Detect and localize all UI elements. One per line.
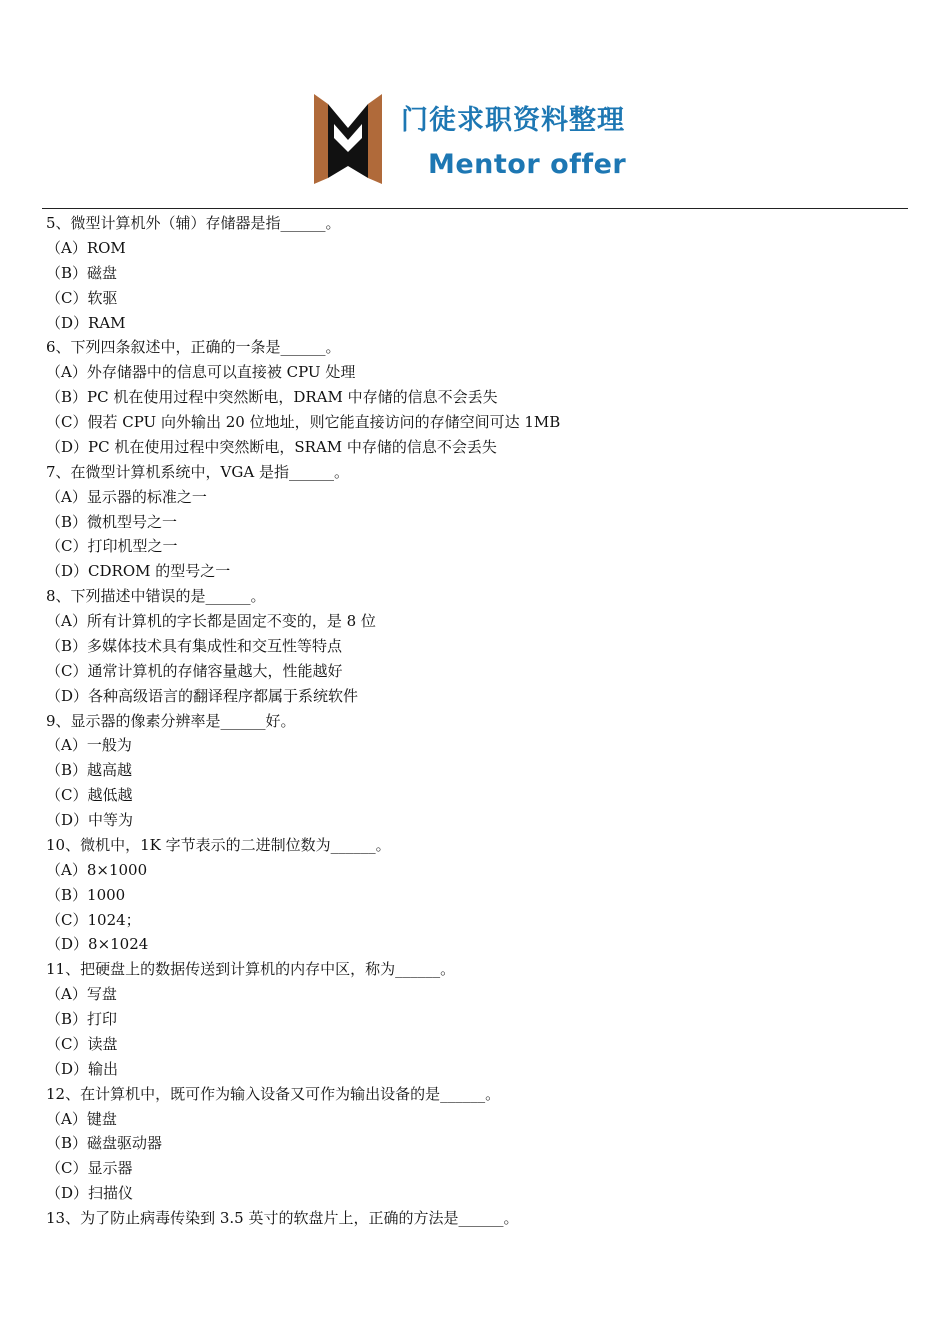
answer-option: （D）扫描仪: [46, 1184, 134, 1203]
answer-option: （B）越高越: [46, 761, 133, 780]
question-list: [46, 211, 906, 1231]
question-text: 10、微机中，1K 字节表示的二进制位数为______。: [46, 835, 391, 854]
answer-option: （D）输出: [46, 1059, 119, 1078]
answer-option: （B）1000: [46, 885, 126, 904]
answer-option: （A）外存储器中的信息可以直接被 CPU 处理: [46, 363, 356, 382]
question-text: 7、在微型计算机系统中，VGA 是指______。: [46, 462, 349, 481]
answer-option: （A）键盘: [46, 1109, 117, 1128]
answer-option: （A）ROM: [46, 238, 126, 257]
question-text: 11、把硬盘上的数据传送到计算机的内存中区，称为______。: [46, 960, 456, 979]
question-text: 6、下列四条叙述中，正确的一条是______。: [46, 338, 341, 357]
answer-option: （C）通常计算机的存储容量越大，性能越好: [46, 661, 343, 680]
answer-option: （D）CDROM 的型号之一: [46, 562, 231, 581]
answer-option: （D）各种高级语言的翻译程序都属于系统软件: [46, 686, 359, 705]
answer-option: （B）微机型号之一: [46, 512, 178, 531]
question-text: 8、下列描述中错误的是______。: [46, 587, 266, 606]
answer-option: （C）1024；: [46, 910, 141, 929]
answer-option: （C）打印机型之一: [46, 537, 178, 556]
answer-option: （B）磁盘驱动器: [46, 1134, 163, 1153]
answer-option: （A）8×1000: [46, 860, 148, 879]
answer-option: （D）中等为: [46, 811, 134, 829]
answer-option: （B）PC 机在使用过程中突然断电，DRAM 中存储的信息不会丢失: [46, 388, 498, 407]
answer-option: （D）RAM: [46, 313, 126, 332]
answer-option: （A）一般为: [46, 736, 132, 755]
answer-option: （C）显示器: [46, 1159, 133, 1178]
answer-option: （B）磁盘: [46, 263, 118, 282]
question-text: 9、显示器的像素分辨率是______好。: [46, 711, 296, 730]
header-divider: [42, 208, 908, 209]
answer-option: （D）PC 机在使用过程中突然断电，SRAM 中存储的信息不会丢失: [46, 437, 497, 456]
answer-option: （C）越低越: [46, 786, 133, 805]
answer-option: （C）假若 CPU 向外输出 20 位地址，则它能直接访问的存储空间可达 1MB: [46, 413, 561, 431]
answer-option: （A）写盘: [46, 985, 117, 1004]
brand-english-name: Mentor offer: [428, 149, 627, 180]
answer-option: （A）显示器的标准之一: [46, 487, 207, 506]
answer-option: （B）打印: [46, 1010, 118, 1028]
mentor-logo-icon: [314, 94, 382, 184]
question-text: 12、在计算机中，既可作为输入设备又可作为输出设备的是______。: [46, 1084, 501, 1103]
page-header: [0, 0, 950, 210]
question-text: 13、为了防止病毒传染到 3.5 英寸的软盘片上，正确的方法是______。: [46, 1209, 519, 1227]
answer-option: （D）8×1024: [46, 935, 149, 954]
answer-option: （B）多媒体技术具有集成性和交互性等特点: [46, 636, 343, 655]
answer-option: （C）软驱: [46, 288, 118, 307]
question-text: 5、微型计算机外（辅）存储器是指______。: [46, 214, 341, 232]
answer-option: （A）所有计算机的字长都是固定不变的，是 8 位: [46, 612, 376, 630]
brand-chinese-name: 门徒求职资料整理: [401, 105, 625, 136]
answer-option: （C）读盘: [46, 1034, 118, 1053]
